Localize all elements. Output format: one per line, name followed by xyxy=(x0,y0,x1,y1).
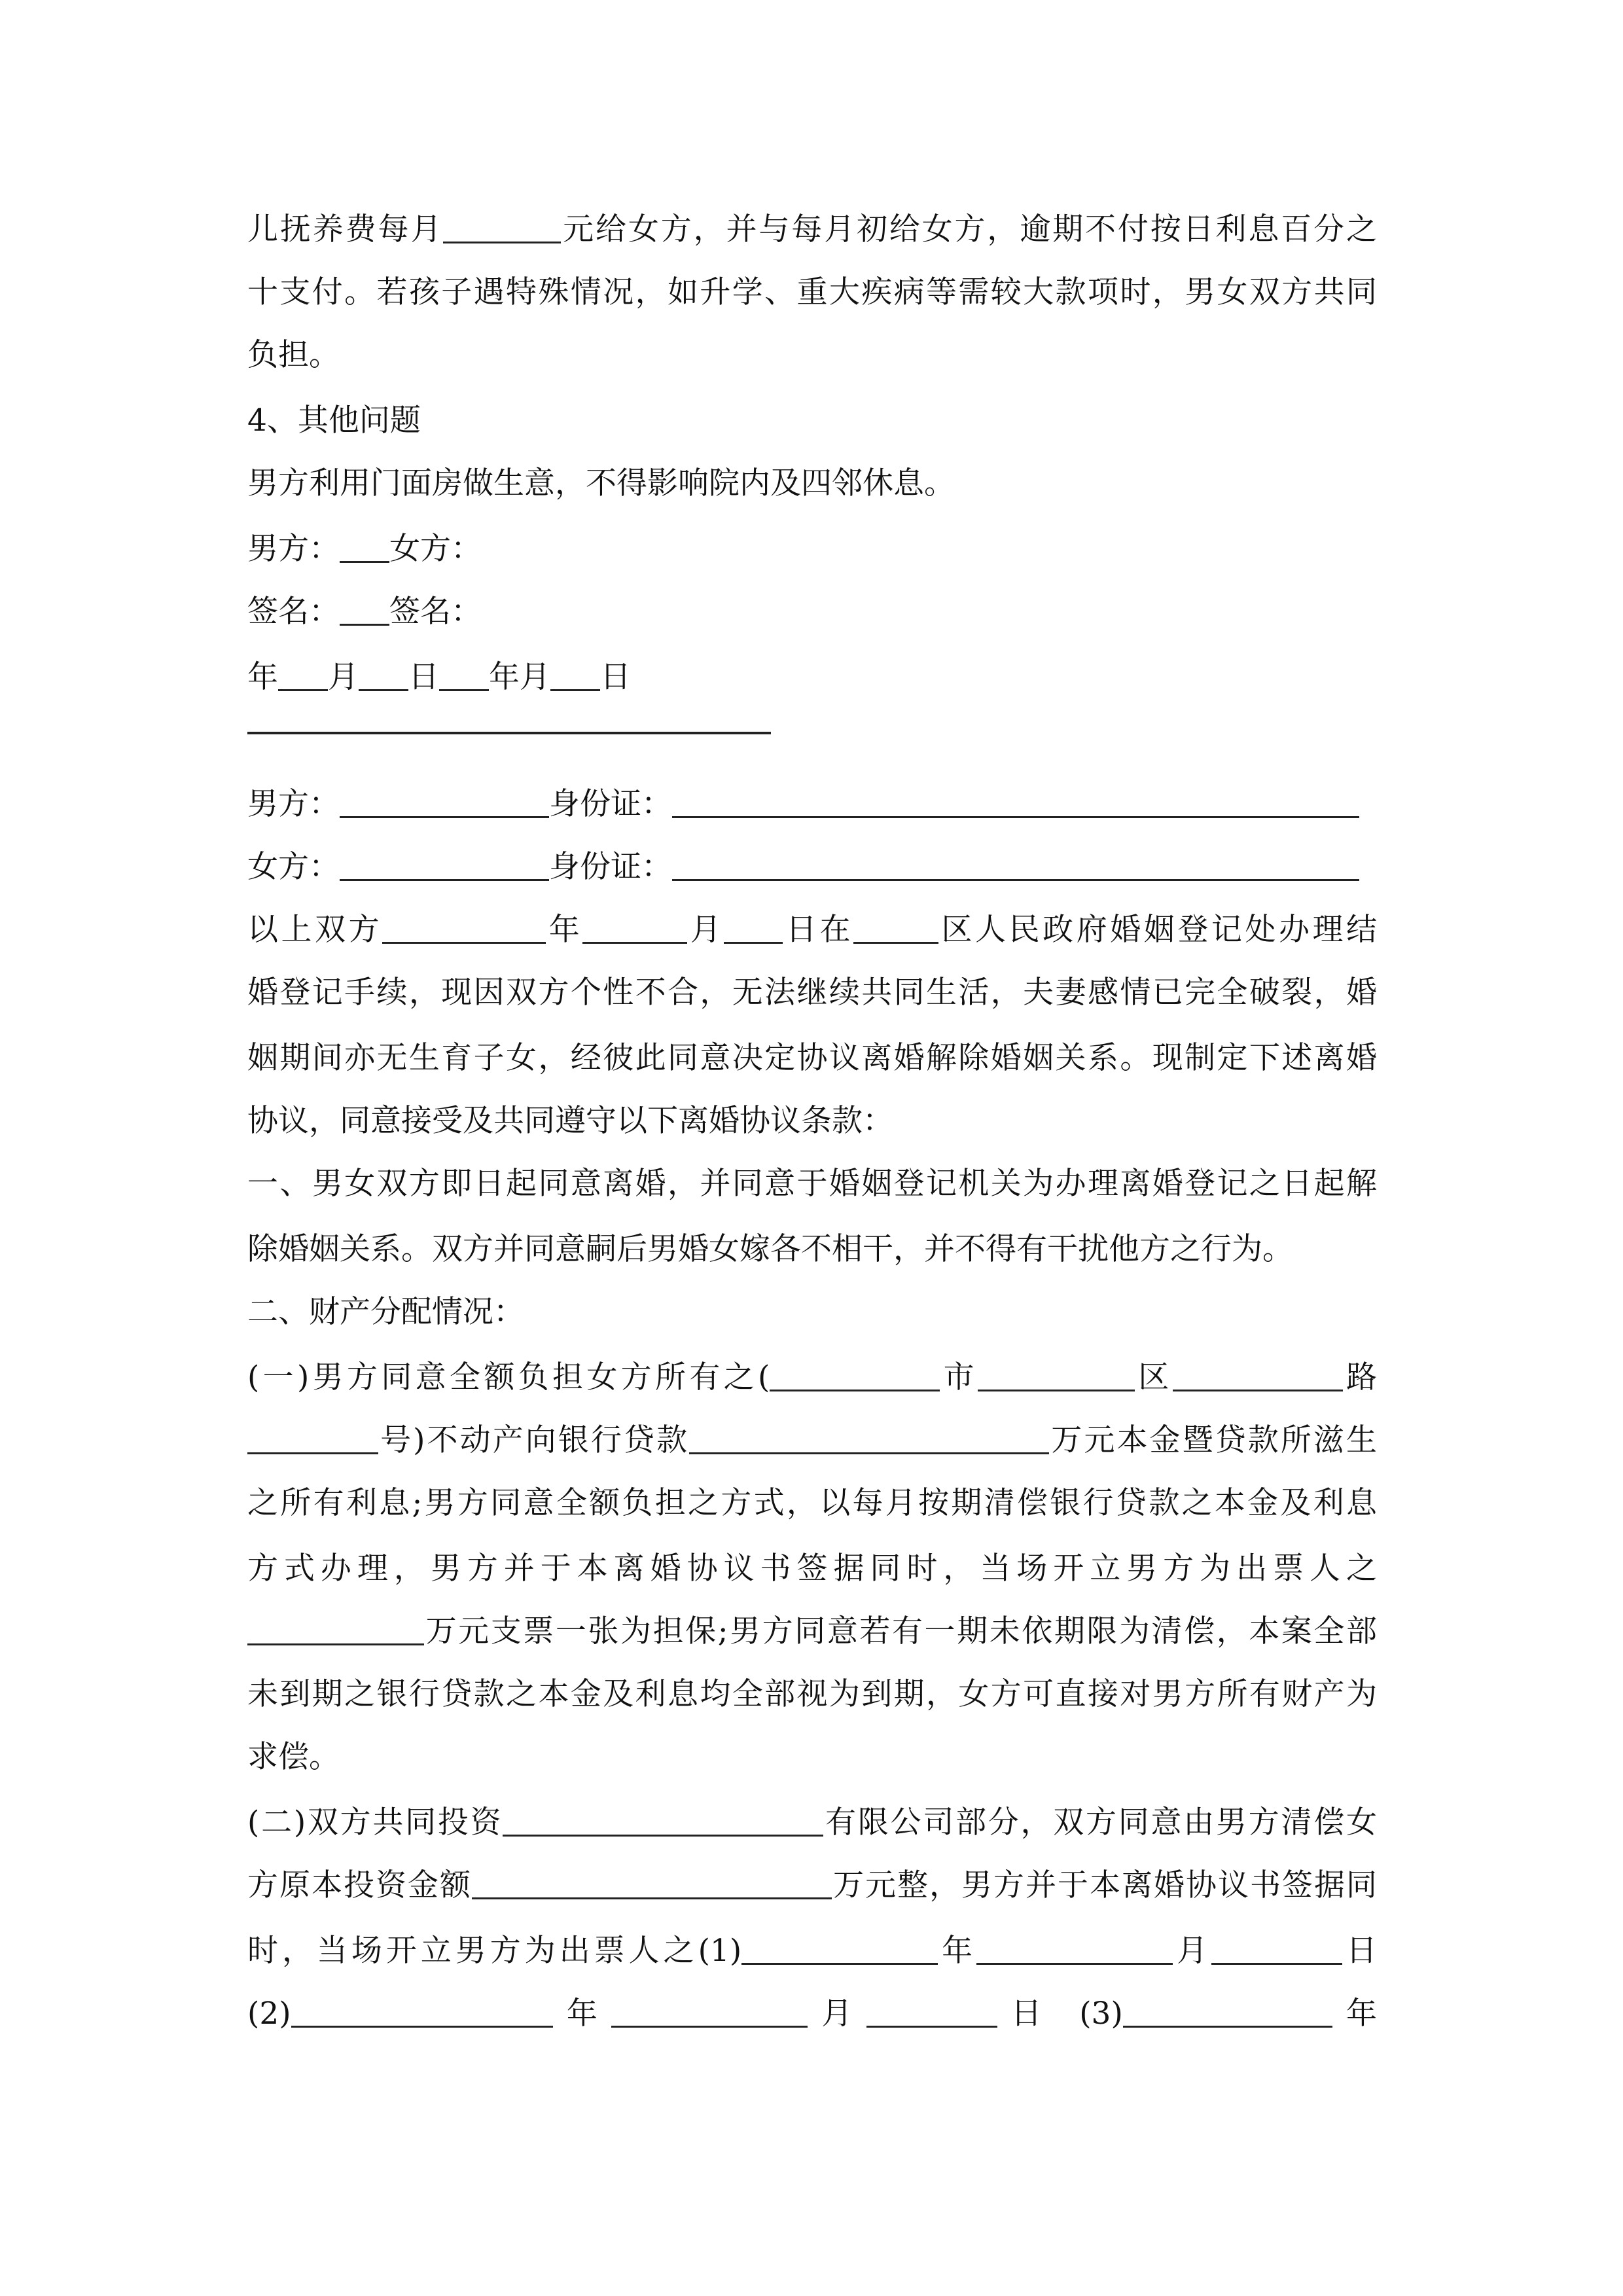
text-line: 一、男女双方即日起同意离婚，并同意于婚姻登记机关为办理离婚登记之日起解 xyxy=(247,1166,1377,1202)
text-segment: 路 xyxy=(1342,1359,1378,1395)
blank-field xyxy=(866,2000,997,2028)
date-line xyxy=(247,645,1377,709)
blank-field xyxy=(582,916,687,944)
text-line xyxy=(247,1600,1377,1664)
blank-field xyxy=(976,1937,1173,1965)
text-line: 姻期间亦无生育子女，经彼此同意决定协议离婚解除婚姻关系。现制定下述离婚 xyxy=(247,1040,1377,1076)
text-line: 协议，同意接受及共同遵守以下离婚协议条款： xyxy=(247,1103,893,1139)
text-line: 婚登记手续，现因双方个性不合，无法继续共同生活，夫妻感情已完全破裂，婚 xyxy=(247,975,1377,1011)
text-segment: 月 xyxy=(1173,1933,1212,1969)
text-segment: 日在 xyxy=(783,912,853,948)
blank-field xyxy=(741,1937,938,1965)
blank-field xyxy=(439,663,489,691)
text-segment: 号)不动产向银行贷款 xyxy=(378,1422,690,1458)
section-heading: 二、财产分配情况： xyxy=(247,1294,524,1330)
text-segment: 儿抚养费每月 xyxy=(247,211,444,247)
blank-field xyxy=(978,1363,1135,1391)
blank-field xyxy=(340,535,389,563)
signature-line xyxy=(247,580,1377,644)
signature-label: 签名： xyxy=(389,594,482,630)
blank-field xyxy=(672,853,1359,881)
text-line: 负担。 xyxy=(247,337,340,373)
blank-field xyxy=(689,1426,1049,1454)
text-segment: 年 xyxy=(1332,1996,1378,2032)
text-line xyxy=(247,1919,1377,1983)
text-segment: (一)男方同意全额负担女方所有之( xyxy=(247,1359,770,1395)
text-line xyxy=(247,1854,1377,1918)
text-line: 方式办理，男方并于本离婚协议书签据同时，当场开立男方为出票人之 xyxy=(247,1551,1377,1587)
text-segment: 万元支票一张为担保;男方同意若有一期未依期限为清偿，本案全部 xyxy=(424,1613,1377,1649)
blank-field xyxy=(278,663,328,691)
id-label: 身份证： xyxy=(549,849,672,885)
blank-field xyxy=(1173,1363,1343,1391)
female-label: 女方： xyxy=(389,531,482,567)
text-segment: 年 xyxy=(247,659,278,695)
party-line xyxy=(247,772,1377,836)
blank-field xyxy=(291,2000,553,2028)
blank-field xyxy=(503,1808,823,1837)
blank-field xyxy=(340,790,549,818)
text-segment: 时，当场开立男方为出票人之(1) xyxy=(247,1933,742,1969)
text-segment: 万元整，男方并于本离婚协议书签据同 xyxy=(832,1867,1377,1903)
blank-field xyxy=(770,1363,940,1391)
text-segment: 元给女方，并与每月初给女方，逾期不付按日利息百分之 xyxy=(561,211,1378,247)
text-segment: 月 xyxy=(808,1996,866,2032)
separator-line xyxy=(247,732,771,734)
text-segment: (2) xyxy=(247,1996,291,2032)
text-segment: 万元本金暨贷款所滋生 xyxy=(1049,1422,1378,1458)
blank-field xyxy=(472,1871,832,1899)
male-label: 男方： xyxy=(247,531,340,567)
text-line: 之所有利息;男方同意全额负担之方式，以每月按期清偿银行贷款之本金及利息 xyxy=(247,1485,1377,1521)
text-segment: 年 xyxy=(546,912,583,948)
text-segment: 方原本投资金额 xyxy=(247,1867,472,1903)
blank-field xyxy=(550,663,600,691)
text-line xyxy=(247,1791,1377,1855)
text-line xyxy=(247,898,1377,962)
text-line: 男方利用门面房做生意，不得影响院内及四邻休息。 xyxy=(247,465,955,501)
text-line xyxy=(247,198,1377,262)
text-segment: 年 xyxy=(938,1933,977,1969)
text-line: 除婚姻关系。双方并同意嗣后男婚女嫁各不相干，并不得有干扰他方之行为。 xyxy=(247,1231,1293,1267)
blank-field xyxy=(340,853,549,881)
text-segment: 区 xyxy=(1135,1359,1173,1395)
text-segment: 月 xyxy=(687,912,724,948)
text-segment: 日 xyxy=(408,659,439,695)
blank-field xyxy=(340,598,389,626)
text-segment: 市 xyxy=(940,1359,978,1395)
signature-label: 签名： xyxy=(247,594,340,630)
blank-field xyxy=(382,916,546,944)
signature-line xyxy=(247,517,1377,581)
blank-field xyxy=(611,2000,808,2028)
text-line xyxy=(247,1346,1377,1410)
blank-field xyxy=(1123,2000,1332,2028)
text-segment: 区人民政府婚姻登记处办理结 xyxy=(938,912,1378,948)
blank-field xyxy=(443,215,561,243)
blank-field xyxy=(247,1426,378,1454)
text-segment: 日 xyxy=(600,659,631,695)
blank-field xyxy=(672,790,1359,818)
blank-field xyxy=(853,916,938,944)
text-line: 求偿。 xyxy=(247,1739,340,1775)
text-line: 十支付。若孩子遇特殊情况，如升学、重大疾病等需较大款项时，男女双方共同 xyxy=(247,274,1377,310)
text-segment: 日 xyxy=(1342,1933,1378,1969)
text-line: 未到期之银行贷款之本金及利息均全部视为到期，女方可直接对男方所有财产为 xyxy=(247,1676,1377,1712)
male-label: 男方： xyxy=(247,786,340,822)
text-line xyxy=(247,1982,1377,2046)
text-segment: 年 xyxy=(552,1996,612,2032)
party-line xyxy=(247,835,1377,899)
text-line xyxy=(247,1408,1377,1473)
id-label: 身份证： xyxy=(549,786,672,822)
text-segment: 有限公司部分，双方同意由男方清偿女 xyxy=(823,1804,1377,1840)
blank-field xyxy=(359,663,408,691)
text-segment: 以上双方 xyxy=(247,912,383,948)
text-segment: (二)双方共同投资 xyxy=(247,1804,503,1840)
text-segment: 日 (3) xyxy=(997,1996,1123,2032)
section-heading: 4、其他问题 xyxy=(247,403,421,439)
blank-field xyxy=(1211,1937,1342,1965)
blank-field xyxy=(724,916,783,944)
text-segment: 年月 xyxy=(489,659,550,695)
blank-field xyxy=(247,1617,424,1645)
female-label: 女方： xyxy=(247,849,340,885)
text-segment: 月 xyxy=(328,659,359,695)
